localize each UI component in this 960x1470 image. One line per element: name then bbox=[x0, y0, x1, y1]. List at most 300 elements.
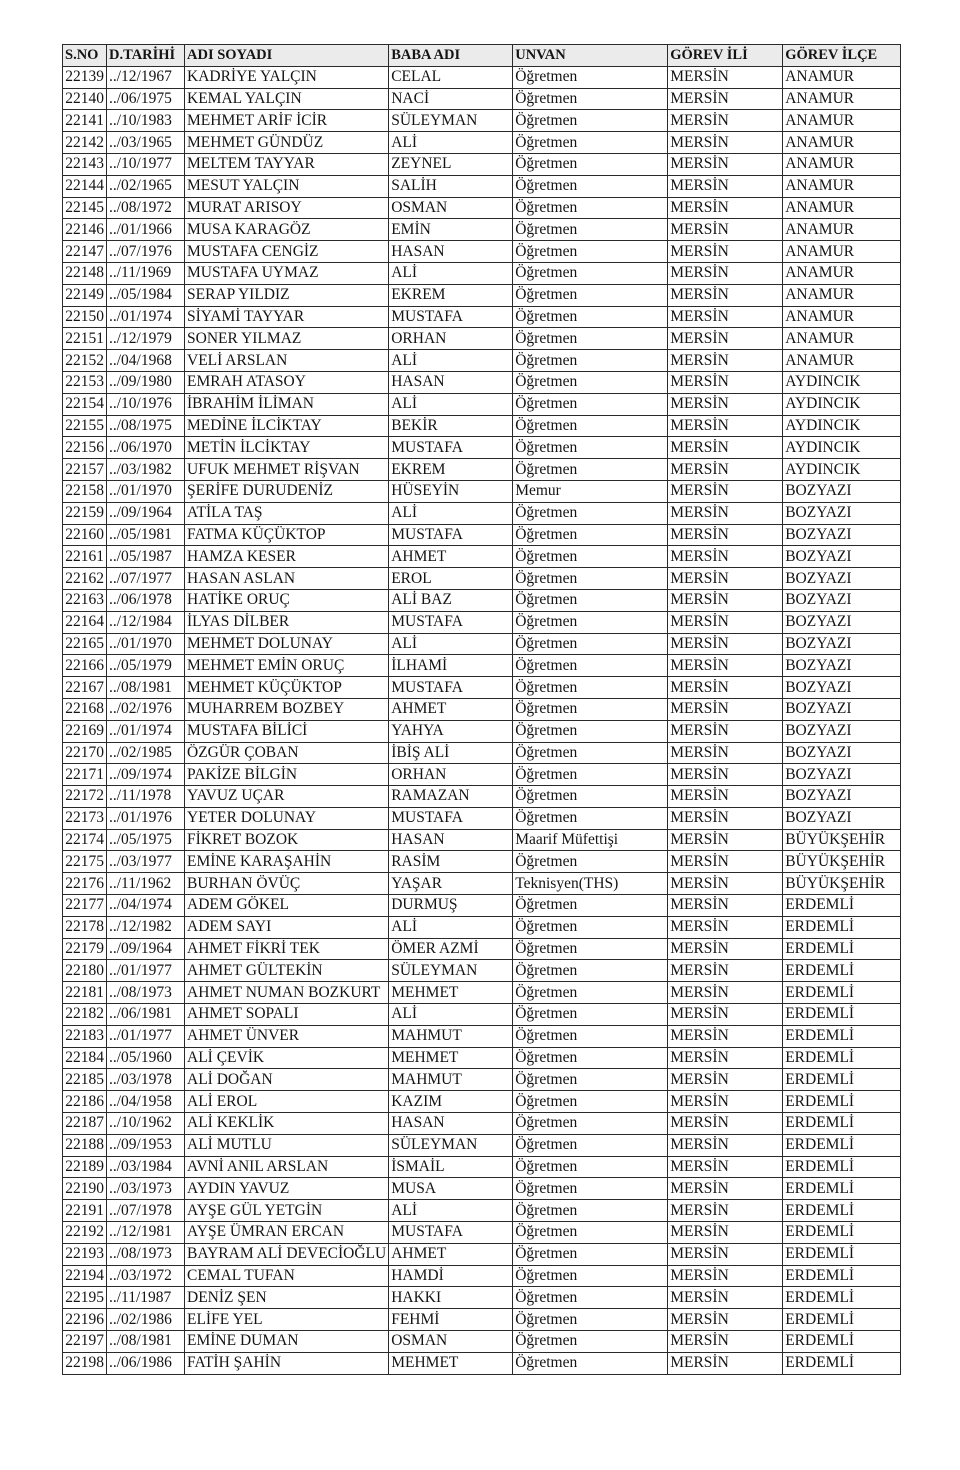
table-row bbox=[63, 895, 901, 917]
cell-father-name: EKREM bbox=[389, 459, 513, 481]
cell-province: MERSİN bbox=[668, 786, 783, 808]
cell-district: ANAMUR bbox=[783, 153, 901, 175]
cell-father-name: DURMUŞ bbox=[389, 895, 513, 917]
cell-sno: 22150 bbox=[63, 306, 107, 328]
cell-sno: 22141 bbox=[63, 110, 107, 132]
cell-full-name: AHMET ÜNVER bbox=[185, 1025, 389, 1047]
cell-province: MERSİN bbox=[668, 1178, 783, 1200]
table-row bbox=[63, 437, 901, 459]
cell-sno: 22139 bbox=[63, 66, 107, 88]
table-row bbox=[63, 88, 901, 110]
table-row bbox=[63, 1331, 901, 1353]
cell-sno: 22194 bbox=[63, 1265, 107, 1287]
cell-district: ANAMUR bbox=[783, 197, 901, 219]
cell-father-name: MUSTAFA bbox=[389, 807, 513, 829]
cell-birth-date: ../09/1974 bbox=[107, 764, 185, 786]
cell-district: BOZYAZI bbox=[783, 611, 901, 633]
cell-title: Öğretmen bbox=[513, 502, 668, 524]
table-row bbox=[63, 1178, 901, 1200]
cell-title: Öğretmen bbox=[513, 1069, 668, 1091]
cell-full-name: ALİ MUTLU bbox=[185, 1134, 389, 1156]
cell-province: MERSİN bbox=[668, 502, 783, 524]
cell-district: BOZYAZI bbox=[783, 546, 901, 568]
cell-province: MERSİN bbox=[668, 1331, 783, 1353]
cell-province: MERSİN bbox=[668, 655, 783, 677]
cell-district: ANAMUR bbox=[783, 219, 901, 241]
cell-title: Öğretmen bbox=[513, 459, 668, 481]
cell-father-name: ALİ BAZ bbox=[389, 589, 513, 611]
cell-district: ERDEMLİ bbox=[783, 1222, 901, 1244]
cell-province: MERSİN bbox=[668, 807, 783, 829]
table-row bbox=[63, 110, 901, 132]
cell-sno: 22162 bbox=[63, 568, 107, 590]
cell-father-name: ALİ bbox=[389, 1200, 513, 1222]
cell-birth-date: ../02/1976 bbox=[107, 698, 185, 720]
cell-province: MERSİN bbox=[668, 524, 783, 546]
cell-title: Öğretmen bbox=[513, 393, 668, 415]
cell-full-name: ALİ DOĞAN bbox=[185, 1069, 389, 1091]
cell-birth-date: ../01/1977 bbox=[107, 1025, 185, 1047]
cell-birth-date: ../06/1978 bbox=[107, 589, 185, 611]
cell-father-name: İLHAMİ bbox=[389, 655, 513, 677]
cell-birth-date: ../01/1970 bbox=[107, 480, 185, 502]
cell-full-name: MUSTAFA BİLİCİ bbox=[185, 720, 389, 742]
cell-birth-date: ../06/1986 bbox=[107, 1352, 185, 1374]
cell-full-name: AHMET NUMAN BOZKURT bbox=[185, 982, 389, 1004]
cell-father-name: EMİN bbox=[389, 219, 513, 241]
cell-full-name: HATİKE ORUÇ bbox=[185, 589, 389, 611]
cell-sno: 22152 bbox=[63, 350, 107, 372]
cell-sno: 22158 bbox=[63, 480, 107, 502]
cell-father-name: AHMET bbox=[389, 546, 513, 568]
cell-father-name: YAHYA bbox=[389, 720, 513, 742]
cell-district: BOZYAZI bbox=[783, 807, 901, 829]
cell-sno: 22198 bbox=[63, 1352, 107, 1374]
cell-full-name: ŞERİFE DURUDENİZ bbox=[185, 480, 389, 502]
table-row bbox=[63, 284, 901, 306]
cell-title: Öğretmen bbox=[513, 742, 668, 764]
cell-sno: 22146 bbox=[63, 219, 107, 241]
cell-sno: 22184 bbox=[63, 1047, 107, 1069]
table-row bbox=[63, 1243, 901, 1265]
cell-father-name: MUSTAFA bbox=[389, 1222, 513, 1244]
cell-birth-date: ../06/1970 bbox=[107, 437, 185, 459]
cell-sno: 22183 bbox=[63, 1025, 107, 1047]
cell-birth-date: ../01/1976 bbox=[107, 807, 185, 829]
cell-full-name: FATİH ŞAHİN bbox=[185, 1352, 389, 1374]
cell-full-name: AHMET SOPALI bbox=[185, 1004, 389, 1026]
cell-full-name: AHMET GÜLTEKİN bbox=[185, 960, 389, 982]
cell-title: Öğretmen bbox=[513, 960, 668, 982]
cell-father-name: ALİ bbox=[389, 916, 513, 938]
table-row bbox=[63, 960, 901, 982]
table-row bbox=[63, 1222, 901, 1244]
cell-province: MERSİN bbox=[668, 633, 783, 655]
cell-district: AYDINCIK bbox=[783, 437, 901, 459]
cell-sno: 22149 bbox=[63, 284, 107, 306]
table-row bbox=[63, 175, 901, 197]
cell-birth-date: ../11/1987 bbox=[107, 1287, 185, 1309]
cell-title: Öğretmen bbox=[513, 110, 668, 132]
cell-father-name: MEHMET bbox=[389, 982, 513, 1004]
table-row bbox=[63, 502, 901, 524]
cell-title: Öğretmen bbox=[513, 698, 668, 720]
cell-full-name: HASAN ASLAN bbox=[185, 568, 389, 590]
cell-title: Öğretmen bbox=[513, 611, 668, 633]
table-row bbox=[63, 873, 901, 895]
table-row bbox=[63, 524, 901, 546]
cell-birth-date: ../03/1972 bbox=[107, 1265, 185, 1287]
table-row bbox=[63, 480, 901, 502]
table-row bbox=[63, 1200, 901, 1222]
cell-province: MERSİN bbox=[668, 66, 783, 88]
cell-full-name: ELİFE YEL bbox=[185, 1309, 389, 1331]
cell-district: ERDEMLİ bbox=[783, 1134, 901, 1156]
cell-father-name: HASAN bbox=[389, 829, 513, 851]
cell-province: MERSİN bbox=[668, 1069, 783, 1091]
cell-title: Öğretmen bbox=[513, 1352, 668, 1374]
cell-birth-date: ../07/1978 bbox=[107, 1200, 185, 1222]
cell-full-name: MUSTAFA CENGİZ bbox=[185, 241, 389, 263]
table-row bbox=[63, 197, 901, 219]
cell-title: Öğretmen bbox=[513, 197, 668, 219]
cell-district: ERDEMLİ bbox=[783, 1069, 901, 1091]
cell-sno: 22155 bbox=[63, 415, 107, 437]
cell-province: MERSİN bbox=[668, 415, 783, 437]
cell-birth-date: ../01/1974 bbox=[107, 306, 185, 328]
cell-title: Öğretmen bbox=[513, 1222, 668, 1244]
cell-sno: 22195 bbox=[63, 1287, 107, 1309]
cell-full-name: MUSTAFA UYMAZ bbox=[185, 262, 389, 284]
cell-district: ERDEMLİ bbox=[783, 1004, 901, 1026]
cell-father-name: MEHMET bbox=[389, 1047, 513, 1069]
cell-district: BÜYÜKŞEHİR bbox=[783, 873, 901, 895]
cell-full-name: MEHMET DOLUNAY bbox=[185, 633, 389, 655]
cell-district: BOZYAZI bbox=[783, 786, 901, 808]
cell-province: MERSİN bbox=[668, 589, 783, 611]
table-row bbox=[63, 764, 901, 786]
table-row bbox=[63, 328, 901, 350]
cell-birth-date: ../03/1982 bbox=[107, 459, 185, 481]
cell-district: ERDEMLİ bbox=[783, 1331, 901, 1353]
cell-district: AYDINCIK bbox=[783, 393, 901, 415]
cell-full-name: AVNİ ANIL ARSLAN bbox=[185, 1156, 389, 1178]
cell-sno: 22164 bbox=[63, 611, 107, 633]
cell-sno: 22177 bbox=[63, 895, 107, 917]
table-row bbox=[63, 589, 901, 611]
cell-district: ERDEMLİ bbox=[783, 1265, 901, 1287]
cell-sno: 22161 bbox=[63, 546, 107, 568]
cell-full-name: ADEM GÖKEL bbox=[185, 895, 389, 917]
cell-father-name: BEKİR bbox=[389, 415, 513, 437]
cell-province: MERSİN bbox=[668, 153, 783, 175]
cell-father-name: İBİŞ ALİ bbox=[389, 742, 513, 764]
cell-sno: 22181 bbox=[63, 982, 107, 1004]
cell-sno: 22179 bbox=[63, 938, 107, 960]
cell-title: Öğretmen bbox=[513, 589, 668, 611]
cell-father-name: ALİ bbox=[389, 393, 513, 415]
cell-sno: 22156 bbox=[63, 437, 107, 459]
cell-province: MERSİN bbox=[668, 459, 783, 481]
table-row bbox=[63, 807, 901, 829]
cell-birth-date: ../06/1981 bbox=[107, 1004, 185, 1026]
table-row bbox=[63, 1287, 901, 1309]
cell-birth-date: ../03/1984 bbox=[107, 1156, 185, 1178]
cell-district: ERDEMLİ bbox=[783, 1156, 901, 1178]
cell-district: ANAMUR bbox=[783, 66, 901, 88]
cell-district: BOZYAZI bbox=[783, 764, 901, 786]
cell-title: Öğretmen bbox=[513, 1287, 668, 1309]
cell-title: Öğretmen bbox=[513, 982, 668, 1004]
cell-father-name: HASAN bbox=[389, 1113, 513, 1135]
cell-district: ERDEMLİ bbox=[783, 1287, 901, 1309]
cell-province: MERSİN bbox=[668, 1134, 783, 1156]
cell-full-name: BAYRAM ALİ DEVECİOĞLU bbox=[185, 1243, 389, 1265]
table-row bbox=[63, 1004, 901, 1026]
cell-father-name: ALİ bbox=[389, 262, 513, 284]
cell-full-name: MEHMET KÜÇÜKTOP bbox=[185, 677, 389, 699]
cell-full-name: SİYAMİ TAYYAR bbox=[185, 306, 389, 328]
cell-district: BÜYÜKŞEHİR bbox=[783, 851, 901, 873]
cell-full-name: DENİZ ŞEN bbox=[185, 1287, 389, 1309]
cell-sno: 22166 bbox=[63, 655, 107, 677]
cell-father-name: MEHMET bbox=[389, 1352, 513, 1374]
cell-father-name: MAHMUT bbox=[389, 1025, 513, 1047]
cell-title: Öğretmen bbox=[513, 284, 668, 306]
cell-birth-date: ../11/1962 bbox=[107, 873, 185, 895]
cell-sno: 22142 bbox=[63, 132, 107, 154]
cell-title: Öğretmen bbox=[513, 1134, 668, 1156]
cell-father-name: ORHAN bbox=[389, 328, 513, 350]
cell-title: Öğretmen bbox=[513, 415, 668, 437]
table-row bbox=[63, 1091, 901, 1113]
cell-full-name: HAMZA KESER bbox=[185, 546, 389, 568]
cell-province: MERSİN bbox=[668, 698, 783, 720]
cell-full-name: EMİNE KARAŞAHİN bbox=[185, 851, 389, 873]
cell-province: MERSİN bbox=[668, 350, 783, 372]
cell-title: Öğretmen bbox=[513, 677, 668, 699]
cell-birth-date: ../12/1984 bbox=[107, 611, 185, 633]
cell-birth-date: ../03/1978 bbox=[107, 1069, 185, 1091]
cell-father-name: SÜLEYMAN bbox=[389, 960, 513, 982]
cell-sno: 22197 bbox=[63, 1331, 107, 1353]
cell-district: AYDINCIK bbox=[783, 371, 901, 393]
cell-province: MERSİN bbox=[668, 197, 783, 219]
cell-province: MERSİN bbox=[668, 1265, 783, 1287]
cell-birth-date: ../04/1968 bbox=[107, 350, 185, 372]
header-sno: S.NO bbox=[63, 45, 107, 67]
cell-district: BOZYAZI bbox=[783, 633, 901, 655]
cell-district: BOZYAZI bbox=[783, 720, 901, 742]
cell-district: ERDEMLİ bbox=[783, 1091, 901, 1113]
personnel-table bbox=[62, 44, 901, 1375]
cell-title: Öğretmen bbox=[513, 262, 668, 284]
cell-birth-date: ../12/1979 bbox=[107, 328, 185, 350]
cell-sno: 22168 bbox=[63, 698, 107, 720]
cell-full-name: MELTEM TAYYAR bbox=[185, 153, 389, 175]
cell-father-name: HASAN bbox=[389, 371, 513, 393]
cell-birth-date: ../03/1977 bbox=[107, 851, 185, 873]
cell-full-name: SONER YILMAZ bbox=[185, 328, 389, 350]
table-row bbox=[63, 66, 901, 88]
cell-full-name: PAKİZE BİLGİN bbox=[185, 764, 389, 786]
cell-full-name: METİN İLCİKTAY bbox=[185, 437, 389, 459]
cell-birth-date: ../05/1984 bbox=[107, 284, 185, 306]
table-row bbox=[63, 938, 901, 960]
cell-sno: 22196 bbox=[63, 1309, 107, 1331]
cell-full-name: MUSA KARAGÖZ bbox=[185, 219, 389, 241]
cell-full-name: ÖZGÜR ÇOBAN bbox=[185, 742, 389, 764]
header-title: UNVAN bbox=[513, 45, 668, 67]
cell-father-name: HASAN bbox=[389, 241, 513, 263]
cell-province: MERSİN bbox=[668, 1047, 783, 1069]
table-row bbox=[63, 350, 901, 372]
cell-province: MERSİN bbox=[668, 175, 783, 197]
cell-province: MERSİN bbox=[668, 720, 783, 742]
cell-district: BOZYAZI bbox=[783, 655, 901, 677]
table-row bbox=[63, 982, 901, 1004]
cell-province: MERSİN bbox=[668, 829, 783, 851]
cell-birth-date: ../01/1966 bbox=[107, 219, 185, 241]
cell-sno: 22171 bbox=[63, 764, 107, 786]
cell-sno: 22151 bbox=[63, 328, 107, 350]
cell-district: ANAMUR bbox=[783, 175, 901, 197]
cell-district: BOZYAZI bbox=[783, 589, 901, 611]
cell-district: ERDEMLİ bbox=[783, 1309, 901, 1331]
cell-province: MERSİN bbox=[668, 611, 783, 633]
cell-sno: 22159 bbox=[63, 502, 107, 524]
cell-father-name: ALİ bbox=[389, 633, 513, 655]
cell-full-name: MEHMET GÜNDÜZ bbox=[185, 132, 389, 154]
cell-full-name: AYDIN YAVUZ bbox=[185, 1178, 389, 1200]
cell-father-name: NACİ bbox=[389, 88, 513, 110]
cell-province: MERSİN bbox=[668, 1091, 783, 1113]
cell-full-name: SERAP YILDIZ bbox=[185, 284, 389, 306]
cell-title: Öğretmen bbox=[513, 938, 668, 960]
cell-district: ANAMUR bbox=[783, 132, 901, 154]
cell-province: MERSİN bbox=[668, 1309, 783, 1331]
cell-father-name: ALİ bbox=[389, 1004, 513, 1026]
cell-province: MERSİN bbox=[668, 938, 783, 960]
cell-province: MERSİN bbox=[668, 371, 783, 393]
cell-title: Öğretmen bbox=[513, 1156, 668, 1178]
cell-district: ERDEMLİ bbox=[783, 1243, 901, 1265]
cell-father-name: OSMAN bbox=[389, 197, 513, 219]
cell-province: MERSİN bbox=[668, 873, 783, 895]
cell-title: Öğretmen bbox=[513, 241, 668, 263]
cell-sno: 22169 bbox=[63, 720, 107, 742]
cell-birth-date: ../08/1972 bbox=[107, 197, 185, 219]
table-row bbox=[63, 677, 901, 699]
cell-province: MERSİN bbox=[668, 306, 783, 328]
cell-title: Öğretmen bbox=[513, 1178, 668, 1200]
cell-title: Öğretmen bbox=[513, 807, 668, 829]
cell-father-name: AHMET bbox=[389, 698, 513, 720]
cell-sno: 22172 bbox=[63, 786, 107, 808]
cell-district: ANAMUR bbox=[783, 350, 901, 372]
table-row bbox=[63, 241, 901, 263]
cell-birth-date: ../08/1981 bbox=[107, 1331, 185, 1353]
cell-district: ERDEMLİ bbox=[783, 982, 901, 1004]
cell-sno: 22193 bbox=[63, 1243, 107, 1265]
cell-full-name: İBRAHİM İLİMAN bbox=[185, 393, 389, 415]
cell-birth-date: ../11/1969 bbox=[107, 262, 185, 284]
cell-birth-date: ../01/1970 bbox=[107, 633, 185, 655]
cell-title: Öğretmen bbox=[513, 546, 668, 568]
cell-father-name: SÜLEYMAN bbox=[389, 110, 513, 132]
cell-full-name: UFUK MEHMET RİŞVAN bbox=[185, 459, 389, 481]
personnel-list-sheet bbox=[62, 44, 901, 1375]
cell-father-name: OSMAN bbox=[389, 1331, 513, 1353]
cell-province: MERSİN bbox=[668, 916, 783, 938]
cell-father-name: MUSTAFA bbox=[389, 306, 513, 328]
table-row bbox=[63, 568, 901, 590]
cell-province: MERSİN bbox=[668, 219, 783, 241]
cell-father-name: MUSTAFA bbox=[389, 677, 513, 699]
cell-father-name: İSMAİL bbox=[389, 1156, 513, 1178]
cell-district: BOZYAZI bbox=[783, 677, 901, 699]
table-row bbox=[63, 546, 901, 568]
cell-district: ANAMUR bbox=[783, 284, 901, 306]
cell-father-name: HAMDİ bbox=[389, 1265, 513, 1287]
cell-sno: 22189 bbox=[63, 1156, 107, 1178]
cell-full-name: MURAT ARISOY bbox=[185, 197, 389, 219]
cell-province: MERSİN bbox=[668, 132, 783, 154]
table-row bbox=[63, 153, 901, 175]
cell-province: MERSİN bbox=[668, 1200, 783, 1222]
table-row bbox=[63, 306, 901, 328]
cell-father-name: FEHMİ bbox=[389, 1309, 513, 1331]
cell-district: ERDEMLİ bbox=[783, 895, 901, 917]
cell-district: ANAMUR bbox=[783, 306, 901, 328]
cell-district: BOZYAZI bbox=[783, 568, 901, 590]
table-row bbox=[63, 1113, 901, 1135]
cell-district: BOZYAZI bbox=[783, 502, 901, 524]
cell-title: Öğretmen bbox=[513, 1331, 668, 1353]
table-row bbox=[63, 262, 901, 284]
cell-birth-date: ../05/1981 bbox=[107, 524, 185, 546]
cell-full-name: MESUT YALÇIN bbox=[185, 175, 389, 197]
cell-father-name: KAZIM bbox=[389, 1091, 513, 1113]
cell-province: MERSİN bbox=[668, 328, 783, 350]
cell-sno: 22192 bbox=[63, 1222, 107, 1244]
cell-province: MERSİN bbox=[668, 1243, 783, 1265]
cell-title: Öğretmen bbox=[513, 437, 668, 459]
cell-full-name: MEHMET EMİN ORUÇ bbox=[185, 655, 389, 677]
cell-district: ANAMUR bbox=[783, 262, 901, 284]
cell-title: Öğretmen bbox=[513, 895, 668, 917]
table-row bbox=[63, 698, 901, 720]
cell-title: Öğretmen bbox=[513, 1025, 668, 1047]
cell-province: MERSİN bbox=[668, 480, 783, 502]
cell-district: BOZYAZI bbox=[783, 742, 901, 764]
cell-full-name: ALİ ÇEVİK bbox=[185, 1047, 389, 1069]
table-row bbox=[63, 371, 901, 393]
cell-full-name: FATMA KÜÇÜKTOP bbox=[185, 524, 389, 546]
cell-father-name: HAKKI bbox=[389, 1287, 513, 1309]
cell-title: Öğretmen bbox=[513, 1243, 668, 1265]
cell-sno: 22180 bbox=[63, 960, 107, 982]
cell-sno: 22165 bbox=[63, 633, 107, 655]
header-father-name: BABA ADI bbox=[389, 45, 513, 67]
cell-father-name: EROL bbox=[389, 568, 513, 590]
cell-birth-date: ../07/1976 bbox=[107, 241, 185, 263]
cell-district: ANAMUR bbox=[783, 110, 901, 132]
cell-province: MERSİN bbox=[668, 982, 783, 1004]
cell-district: ERDEMLİ bbox=[783, 1352, 901, 1374]
cell-father-name: YAŞAR bbox=[389, 873, 513, 895]
cell-sno: 22167 bbox=[63, 677, 107, 699]
